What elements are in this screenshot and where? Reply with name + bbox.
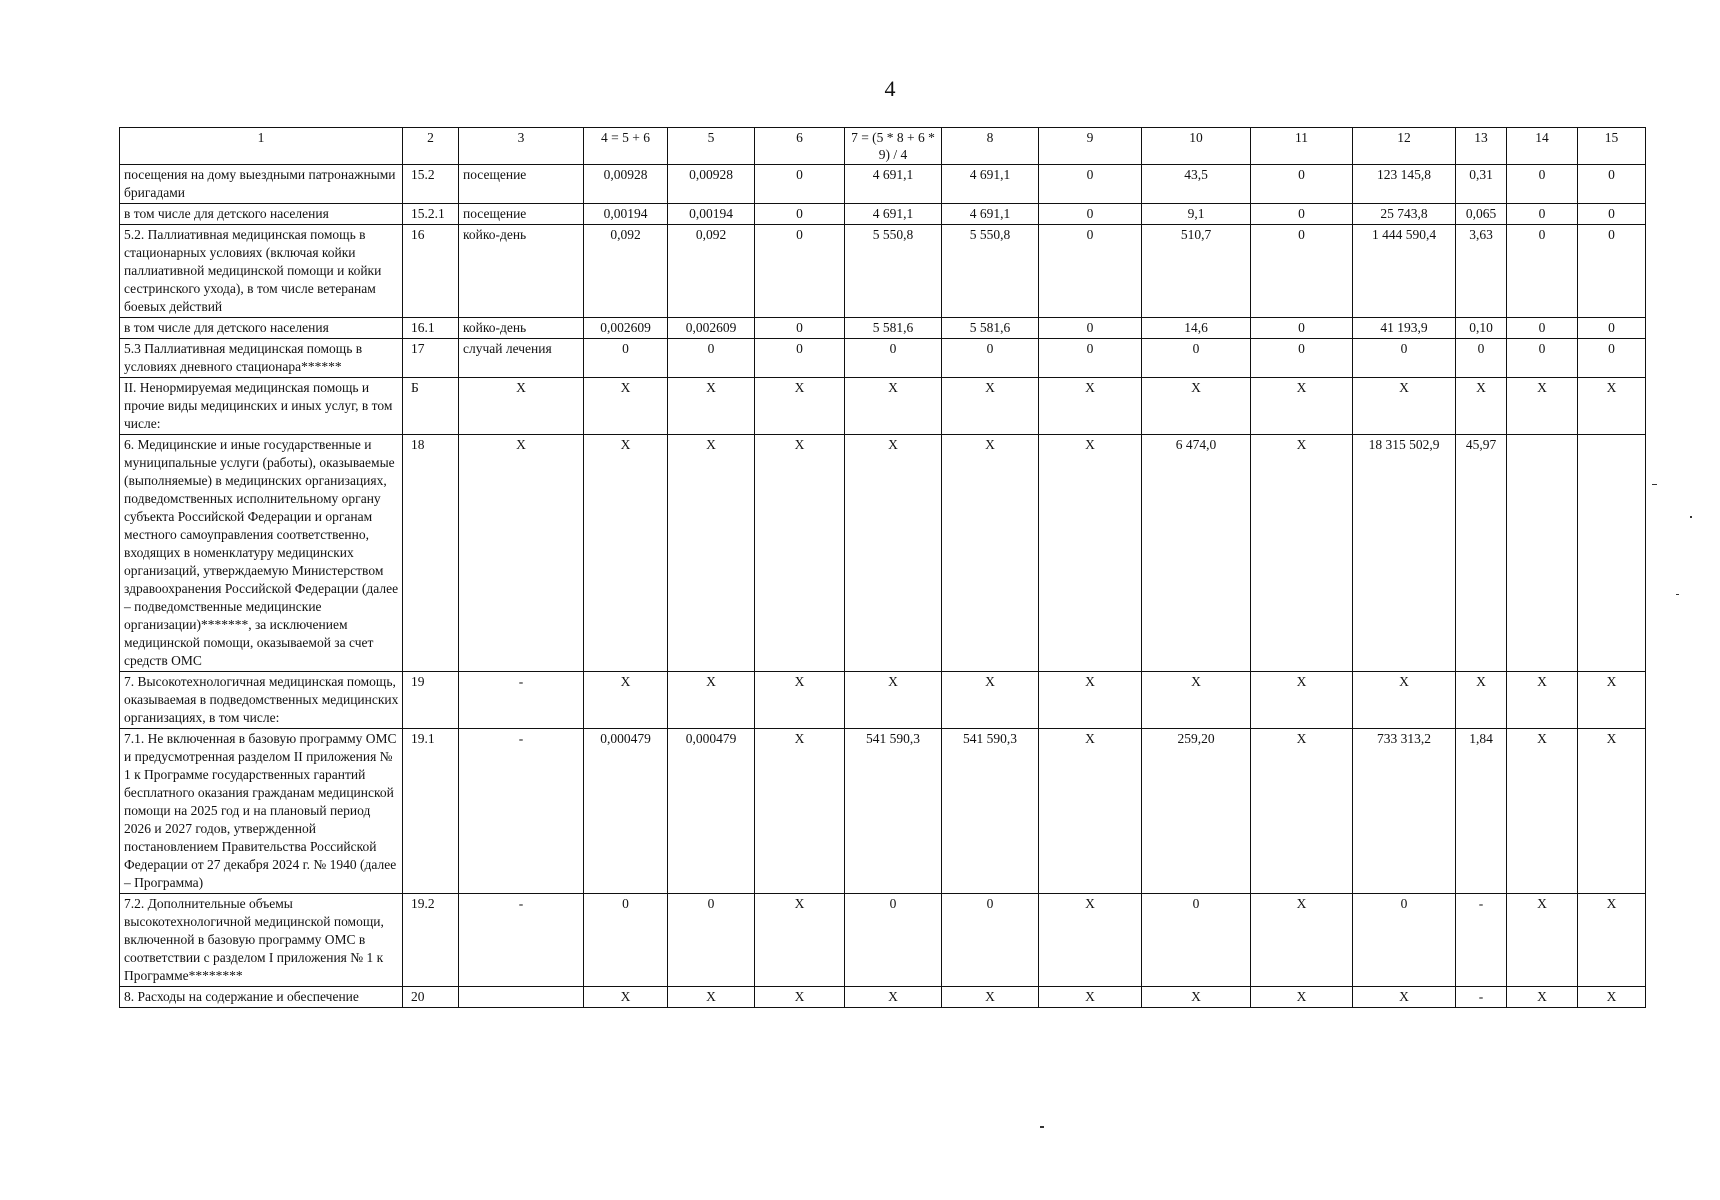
cell-code: 18: [403, 435, 459, 672]
cell-c12: 0: [1353, 894, 1456, 987]
cell-c12: 1 444 590,4: [1353, 225, 1456, 318]
cell-c9: 0: [1039, 165, 1142, 204]
table-row: [120, 318, 1646, 339]
cell-c12: Х: [1353, 987, 1456, 1008]
col-header: 2: [403, 128, 459, 165]
cell-unit: -: [459, 894, 584, 987]
scan-mark: [1652, 484, 1657, 485]
table-row: [120, 435, 1646, 672]
cell-c15: 0: [1578, 225, 1646, 318]
table-row: [120, 378, 1646, 435]
cell-c5: 0,00194: [668, 204, 755, 225]
cell-c4: 0: [584, 894, 668, 987]
cell-code: 16.1: [403, 318, 459, 339]
cell-c5: Х: [668, 378, 755, 435]
cell-c13: 1,84: [1456, 729, 1507, 894]
cell-c6: 0: [755, 225, 845, 318]
cell-c13: 3,63: [1456, 225, 1507, 318]
cell-c10: 14,6: [1142, 318, 1251, 339]
cell-c12: 123 145,8: [1353, 165, 1456, 204]
cell-code: 19.2: [403, 894, 459, 987]
cell-c9: 0: [1039, 225, 1142, 318]
cell-c11: Х: [1251, 435, 1353, 672]
cell-c10: 259,20: [1142, 729, 1251, 894]
cell-c15: [1578, 435, 1646, 672]
cell-c4: 0: [584, 339, 668, 378]
cell-unit: посещение: [459, 204, 584, 225]
col-header: 12: [1353, 128, 1456, 165]
cell-name: 7. Высокотехнологичная медицинская помощь, оказываемая в подведомственных медицинских организациях, в том числе:: [120, 672, 403, 729]
cell-unit: Х: [459, 435, 584, 672]
cell-c8: Х: [942, 987, 1039, 1008]
table-row: [120, 672, 1646, 729]
cell-c11: 0: [1251, 204, 1353, 225]
cell-c8: 4 691,1: [942, 204, 1039, 225]
cell-c13: 45,97: [1456, 435, 1507, 672]
cell-c11: Х: [1251, 729, 1353, 894]
scan-mark: [1676, 594, 1679, 595]
col-header: 6: [755, 128, 845, 165]
cell-unit: посещение: [459, 165, 584, 204]
table-row: [120, 225, 1646, 318]
cell-c7: 5 581,6: [845, 318, 942, 339]
cell-unit: -: [459, 672, 584, 729]
cell-c10: 43,5: [1142, 165, 1251, 204]
cell-c4: Х: [584, 672, 668, 729]
cell-c15: 0: [1578, 318, 1646, 339]
cell-c15: Х: [1578, 987, 1646, 1008]
cell-c10: 0: [1142, 339, 1251, 378]
cell-c9: Х: [1039, 729, 1142, 894]
cell-c6: Х: [755, 378, 845, 435]
cell-c5: 0: [668, 339, 755, 378]
cell-c5: 0: [668, 894, 755, 987]
cell-c13: 0,065: [1456, 204, 1507, 225]
cell-c10: 6 474,0: [1142, 435, 1251, 672]
cell-c4: 0,092: [584, 225, 668, 318]
cell-c14: Х: [1507, 378, 1578, 435]
cell-c11: Х: [1251, 987, 1353, 1008]
cell-name: 8. Расходы на содержание и обеспечение: [120, 987, 403, 1008]
cell-c14: Х: [1507, 987, 1578, 1008]
cell-c9: Х: [1039, 378, 1142, 435]
cell-c7: 0: [845, 339, 942, 378]
cell-c4: 0,00928: [584, 165, 668, 204]
cell-c5: 0,002609: [668, 318, 755, 339]
cell-c11: 0: [1251, 339, 1353, 378]
cell-c11: Х: [1251, 894, 1353, 987]
cell-c6: 0: [755, 165, 845, 204]
cell-c14: Х: [1507, 894, 1578, 987]
cell-c5: Х: [668, 435, 755, 672]
scan-mark: [1040, 1126, 1044, 1128]
cell-unit: случай лечения: [459, 339, 584, 378]
data-table: [119, 127, 1646, 1008]
cell-c8: 0: [942, 339, 1039, 378]
table-row: [120, 165, 1646, 204]
cell-c12: 0: [1353, 339, 1456, 378]
cell-c9: 0: [1039, 339, 1142, 378]
table-row: [120, 894, 1646, 987]
cell-c8: Х: [942, 378, 1039, 435]
cell-c4: Х: [584, 987, 668, 1008]
cell-c15: Х: [1578, 729, 1646, 894]
cell-c10: Х: [1142, 987, 1251, 1008]
cell-c10: 0: [1142, 894, 1251, 987]
scan-mark: [1690, 516, 1692, 518]
cell-c13: Х: [1456, 672, 1507, 729]
cell-c6: Х: [755, 435, 845, 672]
cell-c9: Х: [1039, 987, 1142, 1008]
col-header: 3: [459, 128, 584, 165]
cell-c11: 0: [1251, 318, 1353, 339]
page-number: 4: [884, 76, 896, 101]
table-row: [120, 729, 1646, 894]
header-row: [120, 128, 1646, 165]
cell-unit: [459, 987, 584, 1008]
cell-unit: -: [459, 729, 584, 894]
cell-c5: 0,092: [668, 225, 755, 318]
cell-name: в том числе для детского населения: [120, 318, 403, 339]
cell-c6: 0: [755, 339, 845, 378]
cell-c9: 0: [1039, 318, 1142, 339]
col-header: 10: [1142, 128, 1251, 165]
cell-c6: 0: [755, 318, 845, 339]
cell-c13: Х: [1456, 378, 1507, 435]
cell-name: 7.1. Не включенная в базовую программу ОМС и предусмотренная разделом II приложения № 1 к Программе государственных гарантий бесплатного оказания гражданам медицинской помощи на 2025 год и на плановый период 2026 и 2027 годов, утвержденной постановлением Правительства Российской Федерации от 27 декабря 2024 г. № 1940 (далее – Программа): [120, 729, 403, 894]
cell-c8: 5 581,6: [942, 318, 1039, 339]
cell-c7: Х: [845, 672, 942, 729]
col-header: 1: [120, 128, 403, 165]
cell-c11: Х: [1251, 378, 1353, 435]
table-row: [120, 204, 1646, 225]
cell-c10: 9,1: [1142, 204, 1251, 225]
cell-c7: 4 691,1: [845, 165, 942, 204]
cell-c7: 5 550,8: [845, 225, 942, 318]
cell-c9: Х: [1039, 672, 1142, 729]
cell-c13: 0,10: [1456, 318, 1507, 339]
cell-name: в том числе для детского населения: [120, 204, 403, 225]
cell-c10: Х: [1142, 378, 1251, 435]
cell-c14: 0: [1507, 165, 1578, 204]
cell-c13: -: [1456, 894, 1507, 987]
cell-code: Б: [403, 378, 459, 435]
cell-name: II. Ненормируемая медицинская помощь и прочие виды медицинских и иных услуг, в том числе:: [120, 378, 403, 435]
cell-c8: 541 590,3: [942, 729, 1039, 894]
cell-c4: Х: [584, 435, 668, 672]
cell-c12: 733 313,2: [1353, 729, 1456, 894]
col-header: 9: [1039, 128, 1142, 165]
cell-c7: Х: [845, 378, 942, 435]
cell-c7: Х: [845, 435, 942, 672]
cell-c6: Х: [755, 987, 845, 1008]
col-header: 7 = (5 * 8 + 6 * 9) / 4: [845, 128, 942, 165]
cell-c12: 25 743,8: [1353, 204, 1456, 225]
cell-c12: Х: [1353, 672, 1456, 729]
cell-c11: 0: [1251, 225, 1353, 318]
cell-c15: Х: [1578, 672, 1646, 729]
cell-c12: Х: [1353, 378, 1456, 435]
cell-c13: 0,31: [1456, 165, 1507, 204]
cell-c14: 0: [1507, 204, 1578, 225]
cell-c4: 0,00194: [584, 204, 668, 225]
col-header: 15: [1578, 128, 1646, 165]
cell-c15: Х: [1578, 894, 1646, 987]
cell-c5: 0,000479: [668, 729, 755, 894]
cell-code: 20: [403, 987, 459, 1008]
cell-unit: Х: [459, 378, 584, 435]
cell-c6: Х: [755, 672, 845, 729]
cell-c15: 0: [1578, 165, 1646, 204]
cell-name: 5.2. Паллиативная медицинская помощь в стационарных условиях (включая койки паллиативной медицинской помощи и койки сестринского ухода), в том числе ветеранам боевых действий: [120, 225, 403, 318]
cell-code: 17: [403, 339, 459, 378]
cell-c4: Х: [584, 378, 668, 435]
cell-code: 15.2.1: [403, 204, 459, 225]
col-header: 13: [1456, 128, 1507, 165]
cell-c6: 0: [755, 204, 845, 225]
cell-c14: [1507, 435, 1578, 672]
cell-c8: Х: [942, 435, 1039, 672]
cell-c14: 0: [1507, 225, 1578, 318]
cell-c12: 41 193,9: [1353, 318, 1456, 339]
cell-c8: 5 550,8: [942, 225, 1039, 318]
cell-name: 7.2. Дополнительные объемы высокотехнологичной медицинской помощи, включенной в базовую программу ОМС в соответствии с разделом I приложения № 1 к Программе********: [120, 894, 403, 987]
col-header: 5: [668, 128, 755, 165]
cell-c10: Х: [1142, 672, 1251, 729]
cell-c15: Х: [1578, 378, 1646, 435]
cell-c7: Х: [845, 987, 942, 1008]
cell-name: посещения на дому выездными патронажными бригадами: [120, 165, 403, 204]
cell-unit: койко-день: [459, 225, 584, 318]
cell-c4: 0,000479: [584, 729, 668, 894]
cell-c5: Х: [668, 672, 755, 729]
cell-code: 19: [403, 672, 459, 729]
cell-c6: Х: [755, 729, 845, 894]
col-header: 8: [942, 128, 1039, 165]
cell-c9: Х: [1039, 894, 1142, 987]
cell-c7: 0: [845, 894, 942, 987]
cell-c7: 4 691,1: [845, 204, 942, 225]
cell-c14: Х: [1507, 729, 1578, 894]
cell-c14: 0: [1507, 339, 1578, 378]
cell-c11: 0: [1251, 165, 1353, 204]
col-header: 11: [1251, 128, 1353, 165]
cell-c14: 0: [1507, 318, 1578, 339]
cell-code: 19.1: [403, 729, 459, 894]
cell-c7: 541 590,3: [845, 729, 942, 894]
cell-c4: 0,002609: [584, 318, 668, 339]
cell-c13: 0: [1456, 339, 1507, 378]
col-header: 14: [1507, 128, 1578, 165]
table-row: [120, 339, 1646, 378]
col-header: 4 = 5 + 6: [584, 128, 668, 165]
cell-unit: койко-день: [459, 318, 584, 339]
cell-c11: Х: [1251, 672, 1353, 729]
cell-c8: Х: [942, 672, 1039, 729]
cell-c6: Х: [755, 894, 845, 987]
cell-c5: Х: [668, 987, 755, 1008]
cell-name: 5.3 Паллиативная медицинская помощь в условиях дневного стационара******: [120, 339, 403, 378]
cell-c5: 0,00928: [668, 165, 755, 204]
cell-c12: 18 315 502,9: [1353, 435, 1456, 672]
table-row: [120, 987, 1646, 1008]
cell-code: 16: [403, 225, 459, 318]
cell-c10: 510,7: [1142, 225, 1251, 318]
cell-c13: -: [1456, 987, 1507, 1008]
cell-c15: 0: [1578, 204, 1646, 225]
cell-c8: 4 691,1: [942, 165, 1039, 204]
cell-code: 15.2: [403, 165, 459, 204]
cell-name: 6. Медицинские и иные государственные и муниципальные услуги (работы), оказываемые (выполняемые) в медицинских организациях, подведомственных исполнительному органу субъекта Российской Федерации и органам местного самоуправления соответственно, входящих в номенклатуру медицинских организаций, утверждаемую Министерством здравоохранения Российской Федерации (далее – подведомственные медицинские организации)*******, за исключением медицинской помощи, оказываемой за счет средств ОМС: [120, 435, 403, 672]
cell-c9: Х: [1039, 435, 1142, 672]
cell-c8: 0: [942, 894, 1039, 987]
cell-c15: 0: [1578, 339, 1646, 378]
cell-c14: Х: [1507, 672, 1578, 729]
cell-c9: 0: [1039, 204, 1142, 225]
